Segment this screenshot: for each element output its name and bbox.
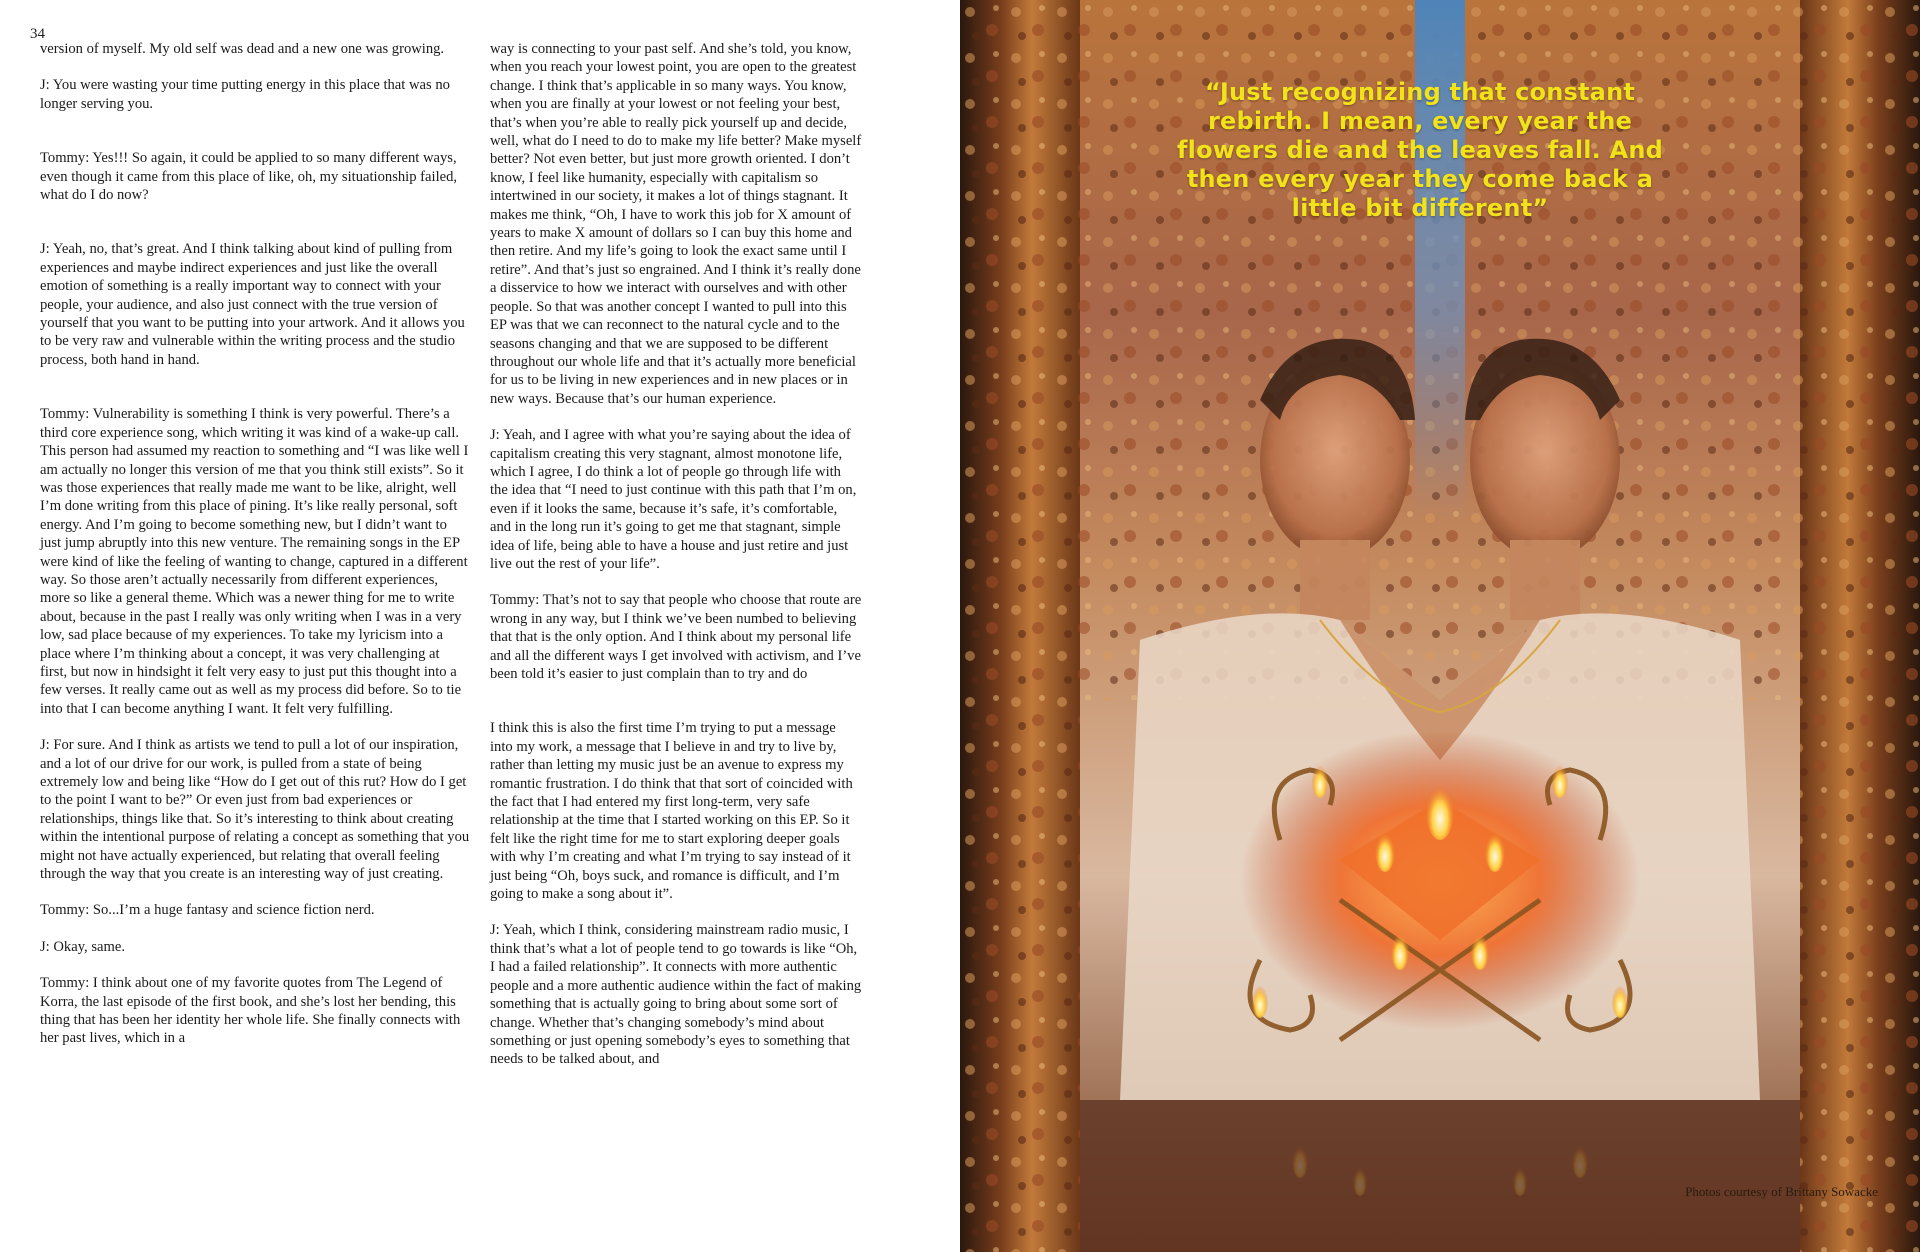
- paragraph: version of myself. My old self was dead and a new one was growing.: [40, 41, 445, 57]
- photo-page: [960, 0, 1920, 1252]
- paragraph: J: Yeah, no, that’s great. And I think talking about kind of pulling from experiences and maybe indirect experiences and just like the overall emotion of something is a really important way to connect with your people, your audience, and also just connect with the true version of yourself that you want to be putting into your artwork. And it allows you to be very raw and vulnerable within the writing process and the studio process, both hand in hand.: [40, 241, 465, 368]
- page-number: 34: [30, 26, 45, 42]
- paragraph: Tommy: I think about one of my favorite quotes from The Legend of Korra, the last episode of the first book, and she’s lost her bending, this thing that has been her identity her whole life. She finally connects with her past lives, which in a: [40, 975, 461, 1047]
- paragraph: I think this is also the first time I’m trying to put a message into my work, a message that I believe in and try to live by, rather than letting my music just be an avenue to express my romantic frustration. I do think that that sort of coincided with the fact that I had entered my first long-term, very safe relationship at the time that I started working on this EP. So it felt like the right time for me to start exploring deeper goals with why I’m creating and what I’m trying to say instead of it just being “Oh, boys suck, and romance is difficult, and I’m going to make a song about it”.: [490, 720, 853, 903]
- paragraph: Tommy: Vulnerability is something I think is very powerful. There’s a third core experience song, which writing it was kind of a wake-up call. This person had assumed my reaction to something and “I was like well I am actually no longer this version of me that you think still exists”. So it was those experiences that really made me want to be like, alright, well I’m done writing from this place of pining. It’s like really personal, soft energy. And I’m going to become something new, but I didn’t want to just jump abruptly into this new venture. The remaining songs in the EP were kind of like the feeling of wanting to change, captured in a different way. So those aren’t actually necessarily from different experiences, more so like a general theme. Which was a newer thing for me to write about, because in the past I really was only writing when I was in a very low, sad place because of my experiences. To take my lyricism into a place where I’m thinking about a concept, it was very challenging at first, but now in hindsight it felt very easy to just put this thought into a few verses. It really came out as well as my process did before. So to tie into that I can become anything I want. It felt very fulfilling.: [40, 406, 469, 717]
- article-column-right: [490, 40, 862, 1087]
- paragraph: J: For sure. And I think as artists we tend to pull a lot of our inspiration, and a lot of our drive for our work, is pulled from a state of being extremely low and being like “How do I get out of this rut? How do I get to the point I want to be?” Or even just from bad experiences or relationships, things like that. So it’s interesting to think about creating within the intentional purpose of relating a concept as something that you might not have actually experienced, but relating that overall feeling through the way that you create is an interesting way of just creating.: [40, 737, 470, 883]
- paragraph: Tommy: Yes!!! So again, it could be applied to so many different ways, even though it came from this place of like, oh, my situationship failed, what do I do now?: [40, 150, 458, 204]
- paragraph: Tommy: That’s not to say that people who choose that route are wrong in any way, but I think we’ve been numbed to believing that that is the only option. And I think about my personal life and all the different ways I get involved with activism, and I’ve been told it’s easier to just complain than to try and do: [490, 592, 862, 682]
- paragraph: Tommy: So...I’m a huge fantasy and science fiction nerd.: [40, 902, 375, 919]
- pull-quote: “Just recognizing that constant rebirth. I mean, every year the flowers die and the leaves fall. And then every year they come back a little bit different”: [1177, 78, 1663, 222]
- paragraph: J: Yeah, and I agree with what you’re saying about the idea of capitalism creating this very stagnant, almost monotone life, which I agree, I do think a lot of people go through life with the idea that “I need to just continue with this path that I’m on, even if it looks the same, because it’s safe, it’s comfortable, and in the long run it’s going to get me that stagnant, simple idea of life, being able to have a house and just retire and just live out the rest of your life”.: [490, 427, 857, 572]
- paragraph: way is connecting to your past self. And she’s told, you know, when you reach your lowest point, you are open to the greatest change. I think that’s applicable in so many ways. You know, when you are finally at your lowest or not feeling your best, that’s when you’re able to really pick yourself up and decide, well, what do I need to do to make my life better? Make myself better? Not even better, but just more growth oriented. I don’t know, I feel like humanity, especially with capitalism so intertwined in our society, it makes a lot of things stagnant. It makes me think, “Oh, I have to work this job for X amount of years to make X amount of dollars so I can buy this home and then retire. And my life’s going to look the exact same until I retire”. And that’s just so engrained. And I think it’s really done a disservice to how we interact with ourselves and with other people. So that was another concept I wanted to pull into this EP was that we can reconnect to the natural cycle and to the seasons changing and that we are supposed to be different throughout our whole life and that it’s actually more beneficial for us to be living in new experiences and in new places or in new ways. Because that’s our human experience.: [490, 41, 862, 407]
- paragraph: J: You were wasting your time putting energy in this place that was no longer serving you.: [40, 77, 450, 112]
- article-column-left: [40, 40, 470, 1066]
- paragraph: J: Okay, same.: [40, 938, 125, 955]
- paragraph: J: Yeah, which I think, considering mainstream radio music, I think that’s what a lot of people tend to go towards is like “Oh, I had a failed relationship”. It connects with more authentic people and a more authentic audience within the fact of making something that is actually going to bring about some sort of change. Whether that’s changing somebody’s mind about something or just opening somebody’s eyes to something that needs to be talked about, and: [490, 922, 862, 1068]
- photo-credit: Photos courtesy of Brittany Sowacke: [1685, 1184, 1878, 1199]
